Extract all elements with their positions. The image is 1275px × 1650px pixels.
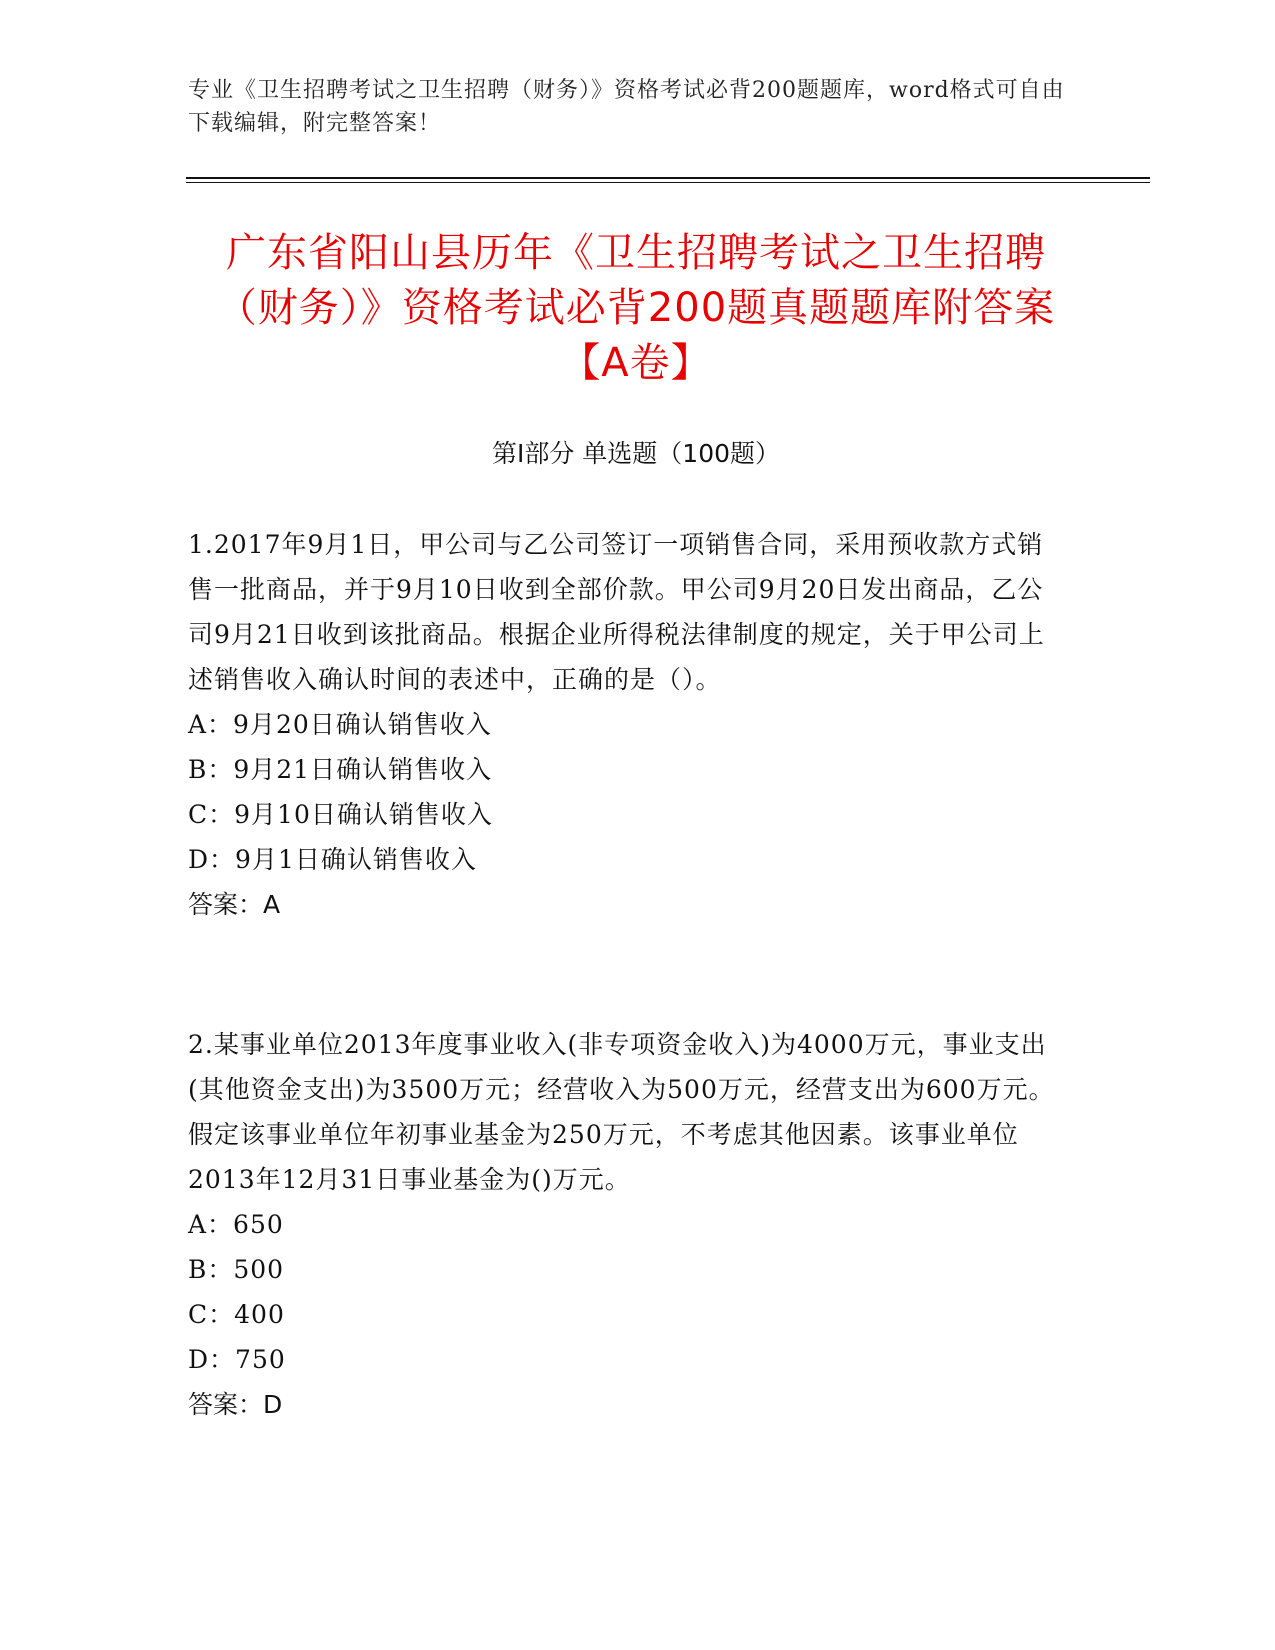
question-2 <box>188 1022 1068 1427</box>
option-d: D：9月1日确认销售收入 <box>188 845 477 874</box>
option-c: C：9月10日确认销售收入 <box>188 800 493 829</box>
option-b: B：9月21日确认销售收入 <box>188 755 493 784</box>
section-heading: 第I部分 单选题（100题） <box>491 439 781 468</box>
option-d: D：750 <box>188 1345 286 1374</box>
option-a: A：9月20日确认销售收入 <box>188 710 492 739</box>
answer: 答案：A <box>188 890 281 919</box>
question-stem: 1.2017年9月1日，甲公司与乙公司签订一项销售合同，采用预收款方式销售一批商品，并于9月10日收到全部价款。甲公司9月20日发出商品，乙公司9月21日收到该批商品。根据企业所得税法律制度的规定，关于甲公司上述销售收入确认时间的表述中，正确的是（）。 <box>188 530 1045 694</box>
answer: 答案：D <box>188 1390 283 1419</box>
option-b: B：500 <box>188 1255 285 1284</box>
document-title: 广东省阳山县历年《卫生招聘考试之卫生招聘（财务）》资格考试必背200题真题题库附答案【A卷】 <box>216 230 1056 386</box>
option-c: C：400 <box>188 1300 285 1329</box>
header-divider-thin <box>186 182 1150 183</box>
question-1 <box>188 522 1068 927</box>
header-note: 专业《卫生招聘考试之卫生招聘（财务）》资格考试必背200题题库，word格式可自由下载编辑，附完整答案！ <box>188 78 1065 136</box>
option-a: A：650 <box>188 1210 284 1239</box>
question-stem: 2.某事业单位2013年度事业收入(非专项资金收入)为4000万元，事业支出(其他资金支出)为3500万元；经营收入为500万元，经营支出为600万元。假定该事业单位年初事业基金为250万元，不考虑其他因素。该事业单位2013年12月31日事业基金为()万元。 <box>188 1030 1055 1194</box>
header-divider-thick <box>186 177 1150 179</box>
